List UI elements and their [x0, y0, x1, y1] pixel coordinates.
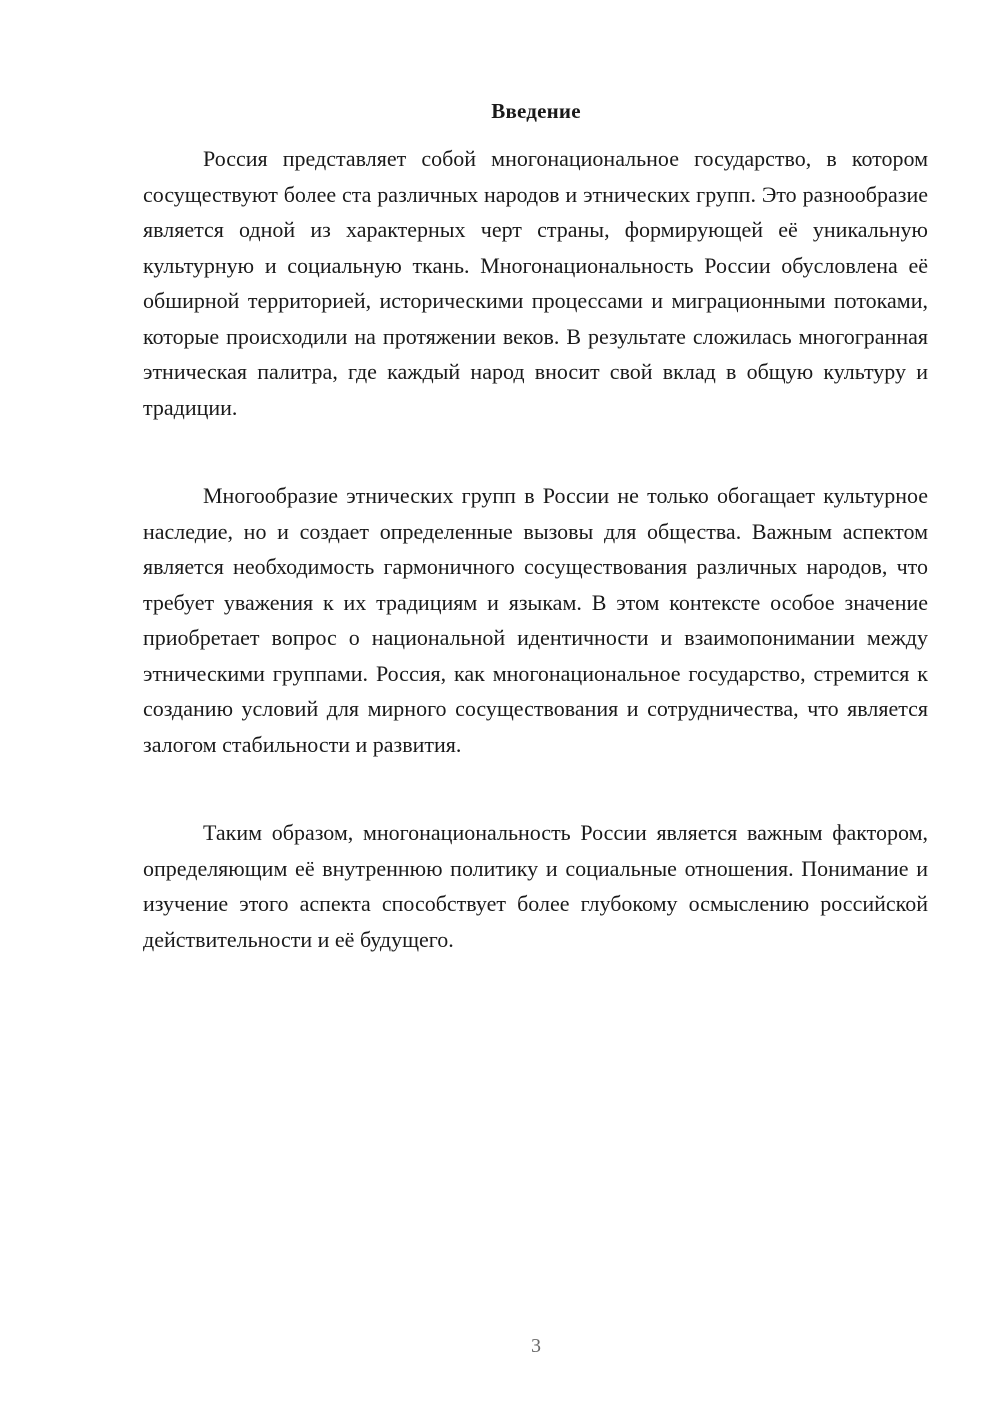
- page-title: Введение: [491, 99, 581, 123]
- page-number: 3: [531, 1335, 541, 1357]
- paragraph-3: Таким образом, многонациональность России является важным фактором, определяющим её внутреннюю политику и социальные отношения. Понимание и изучение этого аспекта способствует более глубокому осмыслению российской действительности и её будущего.: [143, 820, 928, 952]
- paragraph-2: Многообразие этнических групп в России не только обогащает культурное наследие, но и создает определенные вызовы для общества. Важным аспектом является необходимость гармоничного сосуществования различных народов, что требует уважения к их традициям и языкам. В этом контексте особое значение приобретает вопрос о национальной идентичности и взаимопонимании между этническими группами. Россия, как многонациональное государство, стремится к созданию условий для мирного сосуществования и сотрудничества, что является залогом стабильности и развития.: [143, 483, 928, 757]
- paragraph-1: Россия представляет собой многонациональное государство, в котором сосуществуют более ста различных народов и этнических групп. Это разнообразие является одной из характерных черт страны, формирующей её уникальную культурную и социальную ткань. Многонациональность России обусловлена её обширной территорией, историческими процессами и миграционными потоками, которые происходили на протяжении веков. В результате сложилась многогранная этническая палитра, где каждый народ вносит свой вклад в общую культуру и традиции.: [143, 146, 928, 420]
